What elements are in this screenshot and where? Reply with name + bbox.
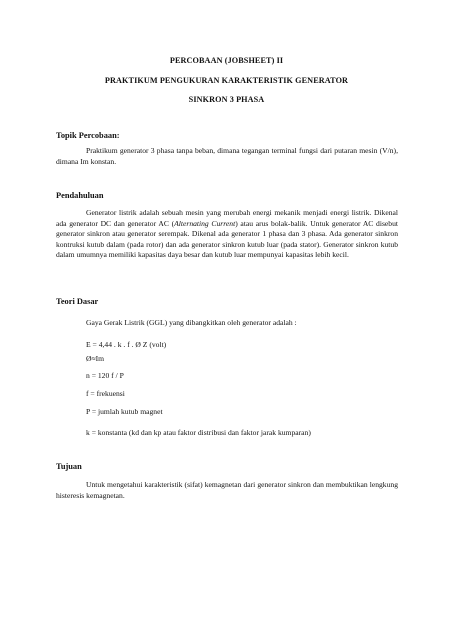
paragraph-pendahuluan xyxy=(56,208,398,261)
paragraph-tujuan: Untuk mengetahui karakteristik (sifat) kemagnetan dari generator sinkron dan membuktikan lengkung histeresis kemagnetan. xyxy=(56,480,398,500)
pendahuluan-text-italic: Alternating Current xyxy=(174,218,236,228)
definition-frekuensi: f = frekuensi xyxy=(86,389,125,398)
section-heading-topik: Topik Percobaan: xyxy=(56,131,120,140)
teori-intro-text: Gaya Gerak Listrik (GGL) yang dibangkitkan oleh generator adalah : xyxy=(86,318,297,327)
paragraph-topik: Praktikum generator 3 phasa tanpa beban, dimana tegangan terminal fungsi dari putaran mesin (V/n), dimana Im konstan. xyxy=(56,146,398,166)
formula-flux: Ø≈Im xyxy=(86,354,105,363)
document-title-line-3: SINKRON 3 PHASA xyxy=(188,95,265,104)
document-title-line-2: PRAKTIKUM PENGUKURAN KARAKTERISTIK GENERATOR xyxy=(104,76,349,85)
pendahuluan-text-part-2: ) atau arus bolak-balik. Untuk generator AC disebut generator sinkron atau generator serempak. Dikenal ada generator 1 phasa dan 3 phasa. Ada generator sinkron kontruksi kutub dalam (pada rotor) dan ada generator sinkron kutub luar (pada stator). Generator sinkron kutub dalam umumnya memiliki kapasitas daya besar dan kutub luar mempunyai kapasitas lebih kecil. xyxy=(56,218,398,260)
document-title-line-1: PERCOBAAN (JOBSHEET) II xyxy=(169,56,284,65)
formula-ggl: E = 4,44 . k . f . Ø Z (volt) xyxy=(86,340,167,349)
definition-konstanta: k = konstanta (kd dan kp atau faktor distribusi dan faktor jarak kumparan) xyxy=(86,428,311,437)
section-heading-teori: Teori Dasar xyxy=(56,297,99,306)
section-heading-tujuan: Tujuan xyxy=(56,462,82,471)
definition-kutub: P = jumlah kutub magnet xyxy=(86,407,163,416)
section-heading-pendahuluan: Pendahuluan xyxy=(56,191,104,200)
pendahuluan-text-part-1: Generator listrik adalah sebuah mesin yang merubah energi mekanik menjadi energi listrik. Dikenal ada generator DC dan generator AC ( xyxy=(56,208,398,228)
formula-speed: n = 120 f / P xyxy=(86,371,124,380)
